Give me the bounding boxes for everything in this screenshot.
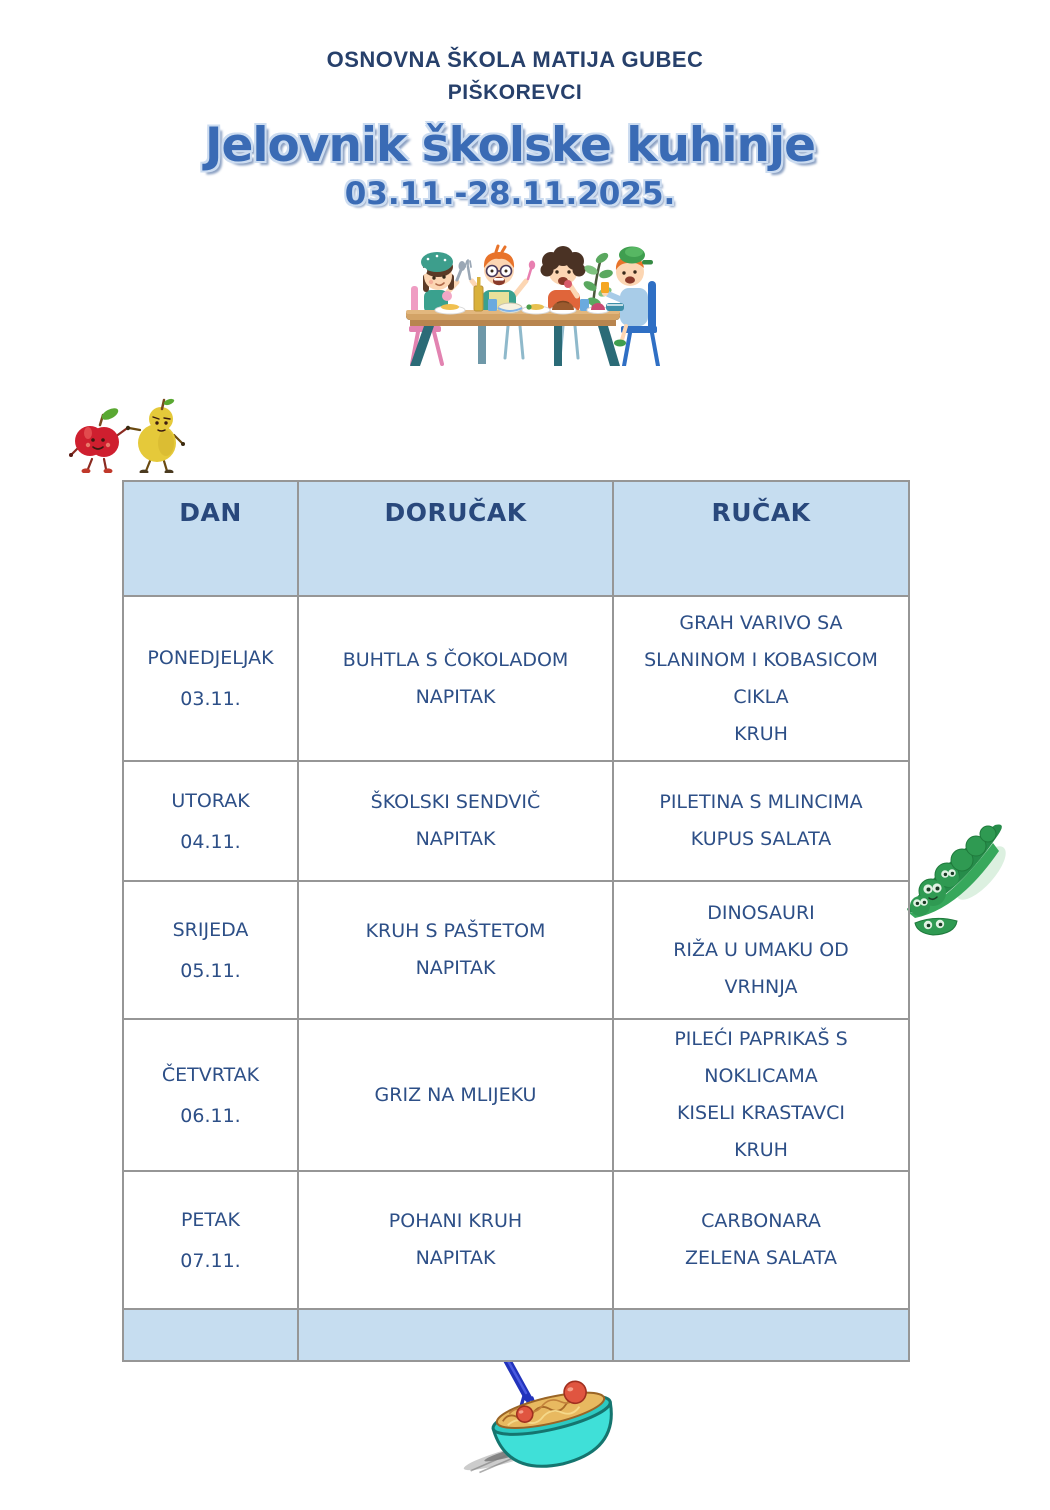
menu-item-line: RIŽA U UMAKU OD xyxy=(673,938,849,961)
cell-empty xyxy=(298,1309,613,1361)
menu-item-line: SLANINOM I KOBASICOM xyxy=(644,648,878,671)
cell-day xyxy=(123,761,298,881)
day-date: 06.11. xyxy=(180,1104,241,1127)
menu-item-line: NAPITAK xyxy=(415,685,496,708)
menu-item-line: NOKLICAMA xyxy=(704,1065,818,1087)
day-name: ČETVRTAK xyxy=(161,1063,260,1086)
pod-piece xyxy=(915,918,957,935)
cell-breakfast xyxy=(298,596,613,761)
day-date: 04.11. xyxy=(180,830,241,853)
day-date: 07.11. xyxy=(180,1249,241,1272)
menu-item-line: KRUH S PAŠTETOM xyxy=(365,920,546,942)
pear-character xyxy=(126,398,185,473)
cell-day xyxy=(123,1171,298,1309)
cell-empty xyxy=(123,1309,298,1361)
menu-item-line: VRHNJA xyxy=(724,975,798,998)
cell-day xyxy=(123,596,298,761)
column-header-breakfast: DORUČAK xyxy=(298,481,613,596)
cell-lunch xyxy=(613,596,909,761)
date-range: 03.11.-28.11.2025. xyxy=(344,176,676,212)
children-dining-illustration xyxy=(358,226,668,366)
cell-breakfast xyxy=(298,881,613,1019)
menu-table xyxy=(122,480,910,1362)
cell-breakfast xyxy=(298,1019,613,1171)
menu-item-line: KRUH xyxy=(734,1139,788,1161)
menu-item-line: GRIZ NA MLIJEKU xyxy=(374,1083,537,1106)
day-date: 05.11. xyxy=(180,959,241,982)
girl-with-headscarf xyxy=(421,252,466,314)
cell-day xyxy=(123,1019,298,1171)
menu-item-line: NAPITAK xyxy=(415,828,496,850)
day-name: PONEDJELJAK xyxy=(147,647,274,669)
column-header-lunch: RUČAK xyxy=(613,481,909,596)
column-header-day: DAN xyxy=(123,481,298,596)
stool-legs xyxy=(505,326,578,358)
menu-item-line: CIKLA xyxy=(733,685,789,708)
menu-item-line: NAPITAK xyxy=(415,1247,496,1269)
day-name: PETAK xyxy=(180,1208,241,1231)
dining-table xyxy=(406,310,620,366)
table-row-monday xyxy=(123,596,909,761)
menu-item-line: PILETINA S MLINCIMA xyxy=(659,791,863,813)
school-name-line2: PIŠKOREVCI xyxy=(447,81,583,104)
table-row-thursday xyxy=(123,1019,909,1171)
table-row-friday xyxy=(123,1171,909,1309)
menu-item-line: DINOSAURI xyxy=(707,901,815,924)
table-row-tuesday xyxy=(123,761,909,881)
day-name: UTORAK xyxy=(171,789,250,812)
menu-item-line: KRUH xyxy=(734,722,788,745)
table-header-row xyxy=(123,481,909,596)
menu-item-line: GRAH VARIVO SA xyxy=(679,611,843,634)
menu-item-line: ŠKOLSKI SENDVIČ xyxy=(370,791,541,813)
menu-item-line: NAPITAK xyxy=(415,957,496,979)
cell-lunch xyxy=(613,881,909,1019)
apple-character xyxy=(69,406,126,473)
cell-breakfast xyxy=(298,761,613,881)
page-title: Jelovnik školske kuhinje xyxy=(205,118,815,173)
cell-day xyxy=(123,881,298,1019)
table-row-wednesday xyxy=(123,881,909,1019)
menu-item-line: KISELI KRASTAVCI xyxy=(676,1102,846,1124)
pea-pod-characters-illustration xyxy=(903,813,1021,941)
menu-item-line: PILEĆI PAPRIKAŠ S xyxy=(674,1028,848,1050)
day-date: 03.11. xyxy=(180,688,241,710)
menu-item-line: BUHTLA S ČOKOLADOM xyxy=(342,648,569,671)
school-name-line1: OSNOVNA ŠKOLA MATIJA GUBEC xyxy=(326,47,704,72)
day-name: SRIJEDA xyxy=(172,918,249,941)
menu-item-line: KUPUS SALATA xyxy=(690,828,832,850)
cell-breakfast xyxy=(298,1171,613,1309)
cell-empty xyxy=(613,1309,909,1361)
cell-lunch xyxy=(613,1171,909,1309)
table-footer-row xyxy=(123,1309,909,1361)
cell-lunch xyxy=(613,761,909,881)
menu-item-line: POHANI KRUH xyxy=(388,1210,523,1232)
cell-lunch xyxy=(613,1019,909,1171)
menu-item-line: ZELENA SALATA xyxy=(685,1247,837,1269)
menu-item-line: CARBONARA xyxy=(701,1210,821,1232)
apple-pear-characters-illustration xyxy=(60,385,195,473)
spaghetti-bowl-illustration xyxy=(448,1346,653,1481)
